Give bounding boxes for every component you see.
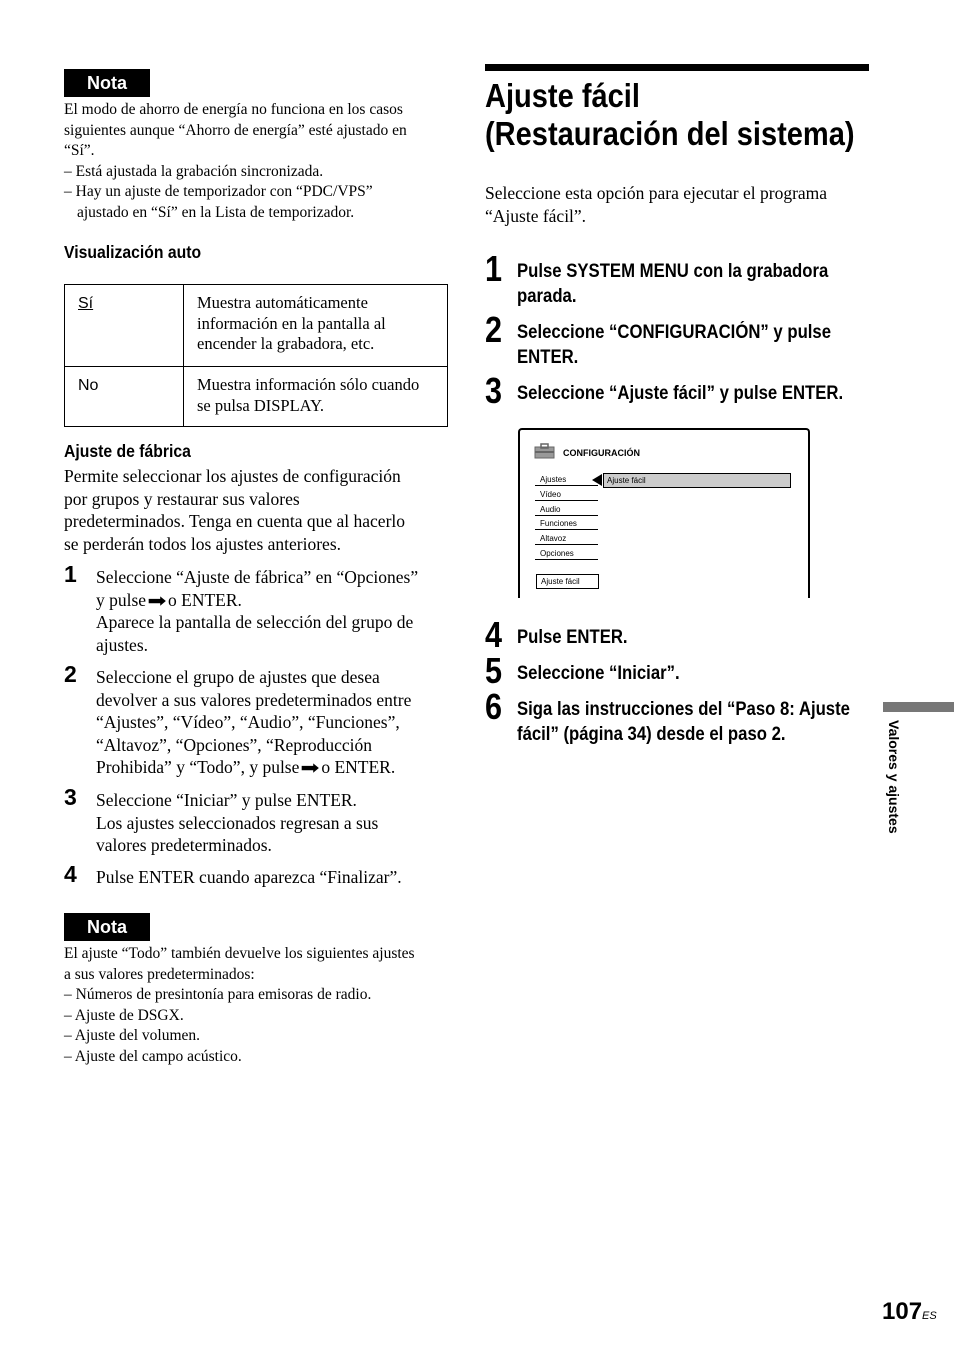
menu-item-ajustes[interactable]: Ajustes — [535, 473, 598, 486]
right-step-5-text: Seleccione “Iniciar”. — [517, 663, 680, 684]
option-no: No — [78, 377, 99, 394]
ajuste-fabrica-intro: Permite seleccionar los ajustes de configuración por grupos y restaurar sus valores predeterminados. Tenga en cuenta que al hacerlo se perderán todos los ajustes anteriores. — [64, 466, 406, 554]
step-number-4: 4 — [485, 614, 503, 655]
nota-badge-2: Nota — [64, 913, 150, 941]
menu-item-funciones[interactable]: Funciones — [535, 517, 598, 530]
side-tab-label: Valores y ajustes — [886, 720, 902, 834]
title-rule — [485, 64, 869, 71]
left-step-4-text: Pulse ENTER cuando aparezca “Finalizar”. — [96, 867, 402, 887]
right-step-1-text: Pulse SYSTEM MENU con la grabadora parada. — [517, 261, 829, 307]
option-si: Sí — [78, 295, 94, 312]
step-number-2: 2 — [485, 309, 503, 350]
menu-item-audio[interactable]: Audio — [535, 503, 598, 516]
visualizacion-auto-heading: Visualización auto — [64, 242, 202, 262]
step-number-4: 4 — [64, 861, 77, 887]
step-number-6: 6 — [485, 686, 503, 727]
step-number-2: 2 — [64, 661, 77, 687]
step-number-5: 5 — [485, 650, 503, 691]
right-step-3-text: Seleccione “Ajuste fácil” y pulse ENTER. — [517, 383, 844, 404]
pointer-triangle-icon — [592, 474, 602, 486]
side-tab — [886, 720, 906, 860]
right-intro: Seleccione esta opción para ejecutar el programa “Ajuste fácil”. — [485, 183, 828, 226]
right-step-2-text: Seleccione “CONFIGURACIÓN” y pulse ENTER. — [517, 322, 832, 368]
submenu-ajuste-facil[interactable]: Ajuste fácil — [603, 473, 791, 488]
page-title: Ajuste fácil (Restauración del sistema) — [485, 77, 855, 152]
menu-item-altavoz[interactable]: Altavoz — [535, 532, 598, 545]
table-row — [65, 285, 448, 367]
right-step-6-text: Siga las instrucciones del “Paso 8: Ajuste fácil” (página 34) desde el paso 2. — [517, 699, 850, 745]
screen-title: CONFIGURACIÓN — [563, 448, 640, 458]
page-number-suffix: ES — [922, 1310, 937, 1322]
visualizacion-auto-table — [64, 284, 448, 427]
right-step-4-text: Pulse ENTER. — [517, 627, 628, 648]
table-row — [65, 367, 448, 427]
toolbox-icon — [534, 443, 555, 459]
nota-badge-1: Nota — [64, 69, 150, 97]
ajuste-fabrica-heading: Ajuste de fábrica — [64, 441, 191, 461]
nota-1-text: El modo de ahorro de energía no funciona en los casos siguientes aunque “Ahorro de energía” esté ajustado en “Sí”. – Está ajustada la grabación sincronizada. – Hay un ajuste de temporizador con “PDC/VPS” ajustado en “Sí” en la Lista de temporizador. — [64, 101, 407, 221]
step-number-3: 3 — [64, 784, 77, 810]
menu-item-video[interactable]: Vídeo — [535, 488, 598, 501]
step-number-1: 1 — [64, 561, 77, 587]
status-field: Ajuste fácil — [536, 574, 599, 589]
left-step-1-text: Seleccione “Ajuste de fábrica” en “Opciones” y pulse➡o ENTER. Aparece la pantalla de selección del grupo de ajustes. — [96, 567, 419, 655]
left-step-3-text: Seleccione “Iniciar” y pulse ENTER. Los ajustes seleccionados regresan a sus valores predeterminados. — [96, 790, 379, 855]
nota-2-text: El ajuste “Todo” también devuelve los siguientes ajustes a sus valores predeterminados: – Números de presintonía para emisoras de radio. – Ajuste de DSGX. – Ajuste del volumen. – Ajuste del campo acústico. — [64, 945, 415, 1065]
step-number-3: 3 — [485, 370, 503, 411]
option-si-desc: Muestra automáticamente información en la pantalla al encender la grabadora, etc. — [184, 285, 448, 367]
page-number: $107^{ES}$ — [882, 1298, 937, 1325]
left-step-2-text: Seleccione el grupo de ajustes que desea devolver a sus valores predeterminados entre “Ajustes”, “Vídeo”, “Audio”, “Funciones”, “Altavoz”, “Opciones”, “Reproducción Prohibida” y “Todo”, y pulse➡o ENTER. — [96, 667, 412, 779]
menu-item-opciones[interactable]: Opciones — [535, 547, 598, 560]
right-arrow-icon: ➡ — [300, 758, 320, 779]
option-no-desc: Muestra información sólo cuando se pulsa DISPLAY. — [184, 367, 448, 427]
side-tab-bar — [883, 702, 954, 712]
right-arrow-icon: ➡ — [147, 590, 167, 612]
step-number-1: 1 — [485, 248, 503, 289]
